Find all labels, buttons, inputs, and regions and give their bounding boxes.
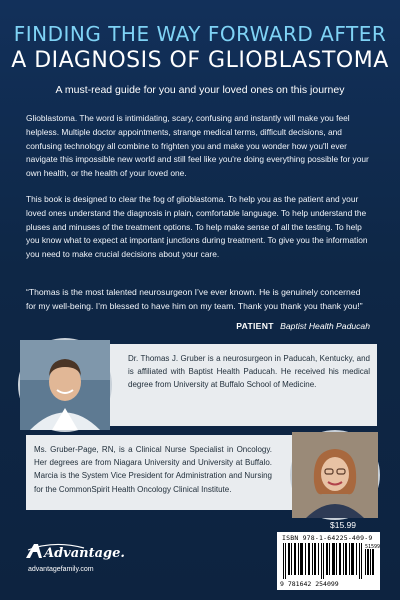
publisher-logo-text: Advantage. bbox=[44, 546, 125, 561]
barcode bbox=[277, 532, 380, 590]
description-paragraph-2: This book is designed to clear the fog of glioblastoma. To help you as the patient and your loved ones understand the diagnosis in plain, comfortable language. To help understand the pluses and minuses of the treatment options. To help make sense of all the testing. To help you know what to expect at important junctions during treatment. To give you the information you need to make crucial decisions about your care. bbox=[26, 194, 368, 260]
title-line-1: FINDING THE WAY FORWARD AFTER bbox=[13, 22, 387, 46]
author-photo-1 bbox=[18, 338, 112, 432]
author-bio-2: Ms. Gruber-Page, RN, is a Clinical Nurse Specialist in Oncology. Her degrees are from Niagara University and University at Buffalo. Marcia is the System Vice President for Administration and Nursing for the CommonSpirit Health Oncology Clinical Institute. bbox=[34, 445, 272, 494]
price-label: $15.99 bbox=[330, 520, 356, 530]
author-photo-2 bbox=[290, 430, 380, 520]
publisher-logo bbox=[24, 538, 134, 567]
testimonial-quote: “Thomas is the most talented neurosurgeon I’ve ever known. He is genuinely concerned for my well-being. I’m blessed to have him on my team. Thank you thank you thank you!” bbox=[26, 287, 363, 311]
publisher-url: advantagefamily.com bbox=[28, 566, 94, 573]
description-paragraph-1: Glioblastoma. The word is intimidating, scary, confusing and instantly will make you feel helpless. Multiple doctor appointments, strange medical terms, difficult decisions, and confusing technology all combine to frighten you and make you wonder how you'll ever navigate this impossible new world and still feel like you're doing everything possible for your own health, or the health of your loved one. bbox=[26, 113, 369, 179]
subtitle: A must-read guide for you and your loved ones on this journey bbox=[55, 84, 345, 96]
attribution-role: PATIENT bbox=[236, 321, 274, 331]
testimonial-attribution bbox=[236, 321, 370, 331]
author-bio-1: Dr. Thomas J. Gruber is a neurosurgeon in Paducah, Kentucky, and is affiliated with Baptist Health Paducah. He received his medical degree from University at Buffalo School of Medicine. bbox=[128, 354, 370, 390]
barcode-price-code: 51599 bbox=[365, 544, 381, 550]
isbn-text: ISBN 978-1-64225-409-9 bbox=[282, 534, 373, 542]
barcode-number: 9 781642 254099 bbox=[280, 580, 339, 588]
attribution-org: Baptist Health Paducah bbox=[280, 321, 370, 331]
title-line-2: A DIAGNOSIS OF GLIOBLASTOMA bbox=[11, 48, 389, 73]
barcode-bars bbox=[281, 543, 381, 579]
